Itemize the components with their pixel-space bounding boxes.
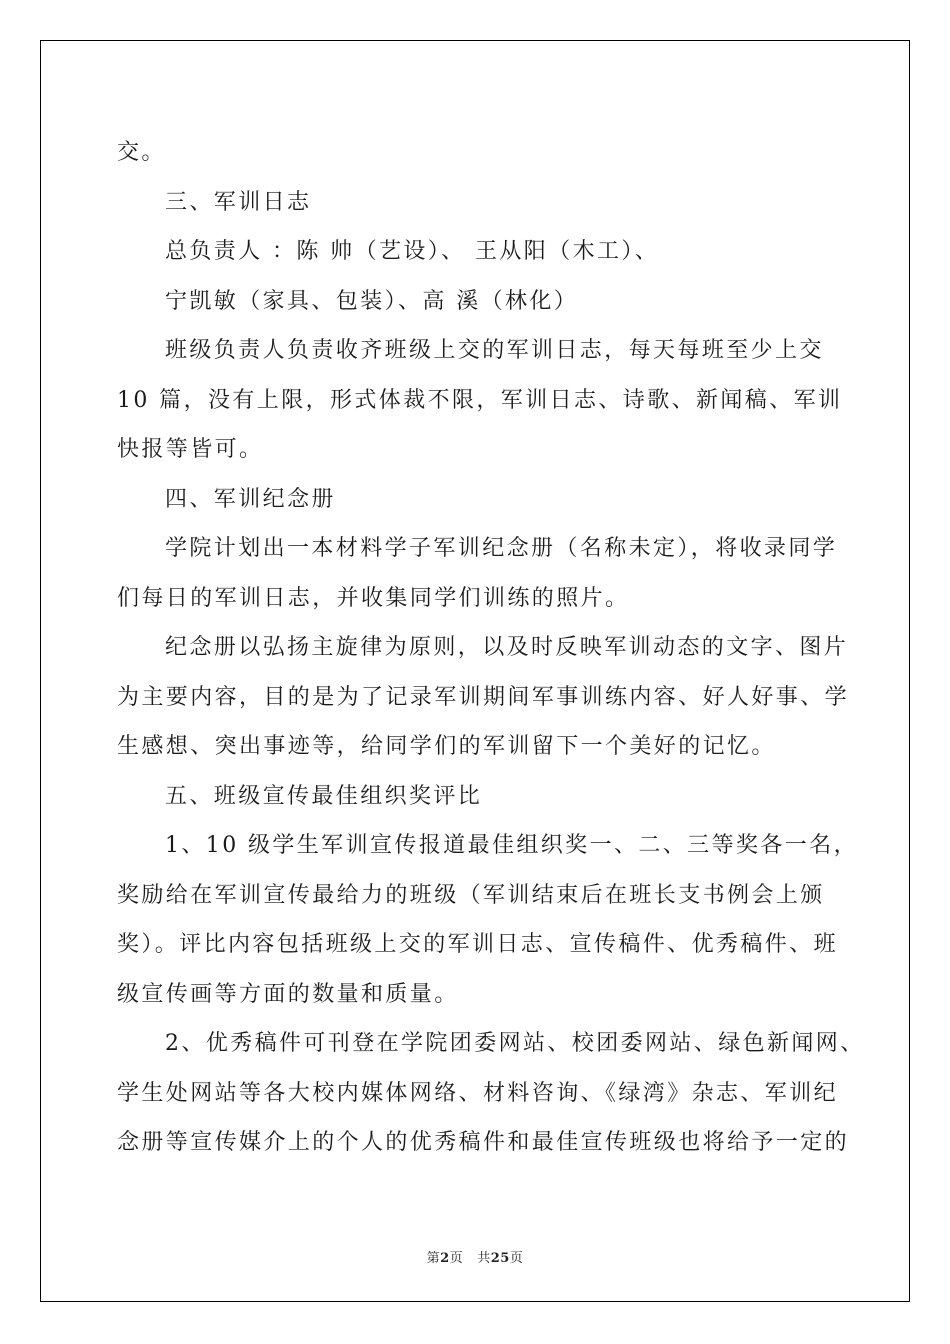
paragraph-line: 快报等皆可。 [117, 437, 264, 462]
paragraph-line: 学院计划出一本材料学子军训纪念册（名称未定），将收录同学 [165, 536, 838, 561]
page-unit: 页 [449, 1251, 464, 1266]
page-prefix: 第 [426, 1251, 441, 1266]
section-heading: 四、军训纪念册 [165, 486, 336, 512]
paragraph-line: 为主要内容，目的是为了记录军训期间军事训练内容、好人好事、学 [117, 684, 850, 710]
paragraph-line: 1、10 级学生军训宣传报道最佳组织奖一、二、三等奖各一名， [165, 833, 858, 858]
paragraph-line: 纪念册以弘扬主旋律为原则，以及时反映军训动态的文字、图片 [165, 635, 849, 660]
section-heading: 三、军训日志 [165, 189, 312, 215]
paragraph-line: 学生处网站等各大校内媒体网络、材料咨询、《绿湾》杂志、军训纪 [117, 1080, 839, 1106]
paragraph-line: 级宣传画等方面的数量和质量。 [117, 981, 459, 1007]
paragraph-line: 2、优秀稿件可刊登在学院团委网站、校团委网站、绿色新闻网、 [165, 1031, 865, 1056]
paragraph-line: 总负责人 ：陈 帅（艺设）、 王从阳（木工）、 [165, 239, 660, 264]
paragraph-line: 奖励给在军训宣传最给力的班级（军训结束后在班长支书例会上颁 [117, 882, 825, 908]
paragraph-line: 念册等宣传媒介上的个人的优秀稿件和最佳宣传班级也将给予一定的 [117, 1130, 850, 1155]
page-current: 2 [440, 1251, 450, 1266]
total-prefix: 共 [477, 1251, 491, 1266]
paragraph-line: 奖）。评比内容包括班级上交的军训日志、宣传稿件、优秀稿件、班 [117, 932, 839, 957]
document-body [117, 128, 865, 1168]
paragraph-line: 宁凯敏（家具、包装）、高 溪（林化） [165, 288, 579, 314]
paragraph-line: 交。 [117, 140, 166, 165]
page-footer [0, 1247, 950, 1266]
paragraph-line: 们每日的军训日志，并收集同学们训练的照片。 [117, 585, 630, 611]
page-total: 25 [490, 1251, 510, 1266]
paragraph-line: 10 篇，没有上限，形式体裁不限，军训日志、诗歌、新闻稿、军训 [117, 387, 843, 413]
total-unit: 页 [509, 1251, 524, 1266]
paragraph-line: 生感想、突出事迹等，给同学们的军训留下一个美好的记忆。 [117, 734, 776, 759]
paragraph-line: 班级负责人负责收齐班级上交的军训日志，每天每班至少上交 [165, 338, 824, 363]
section-heading: 五、班级宣传最佳组织奖评比 [165, 783, 483, 809]
